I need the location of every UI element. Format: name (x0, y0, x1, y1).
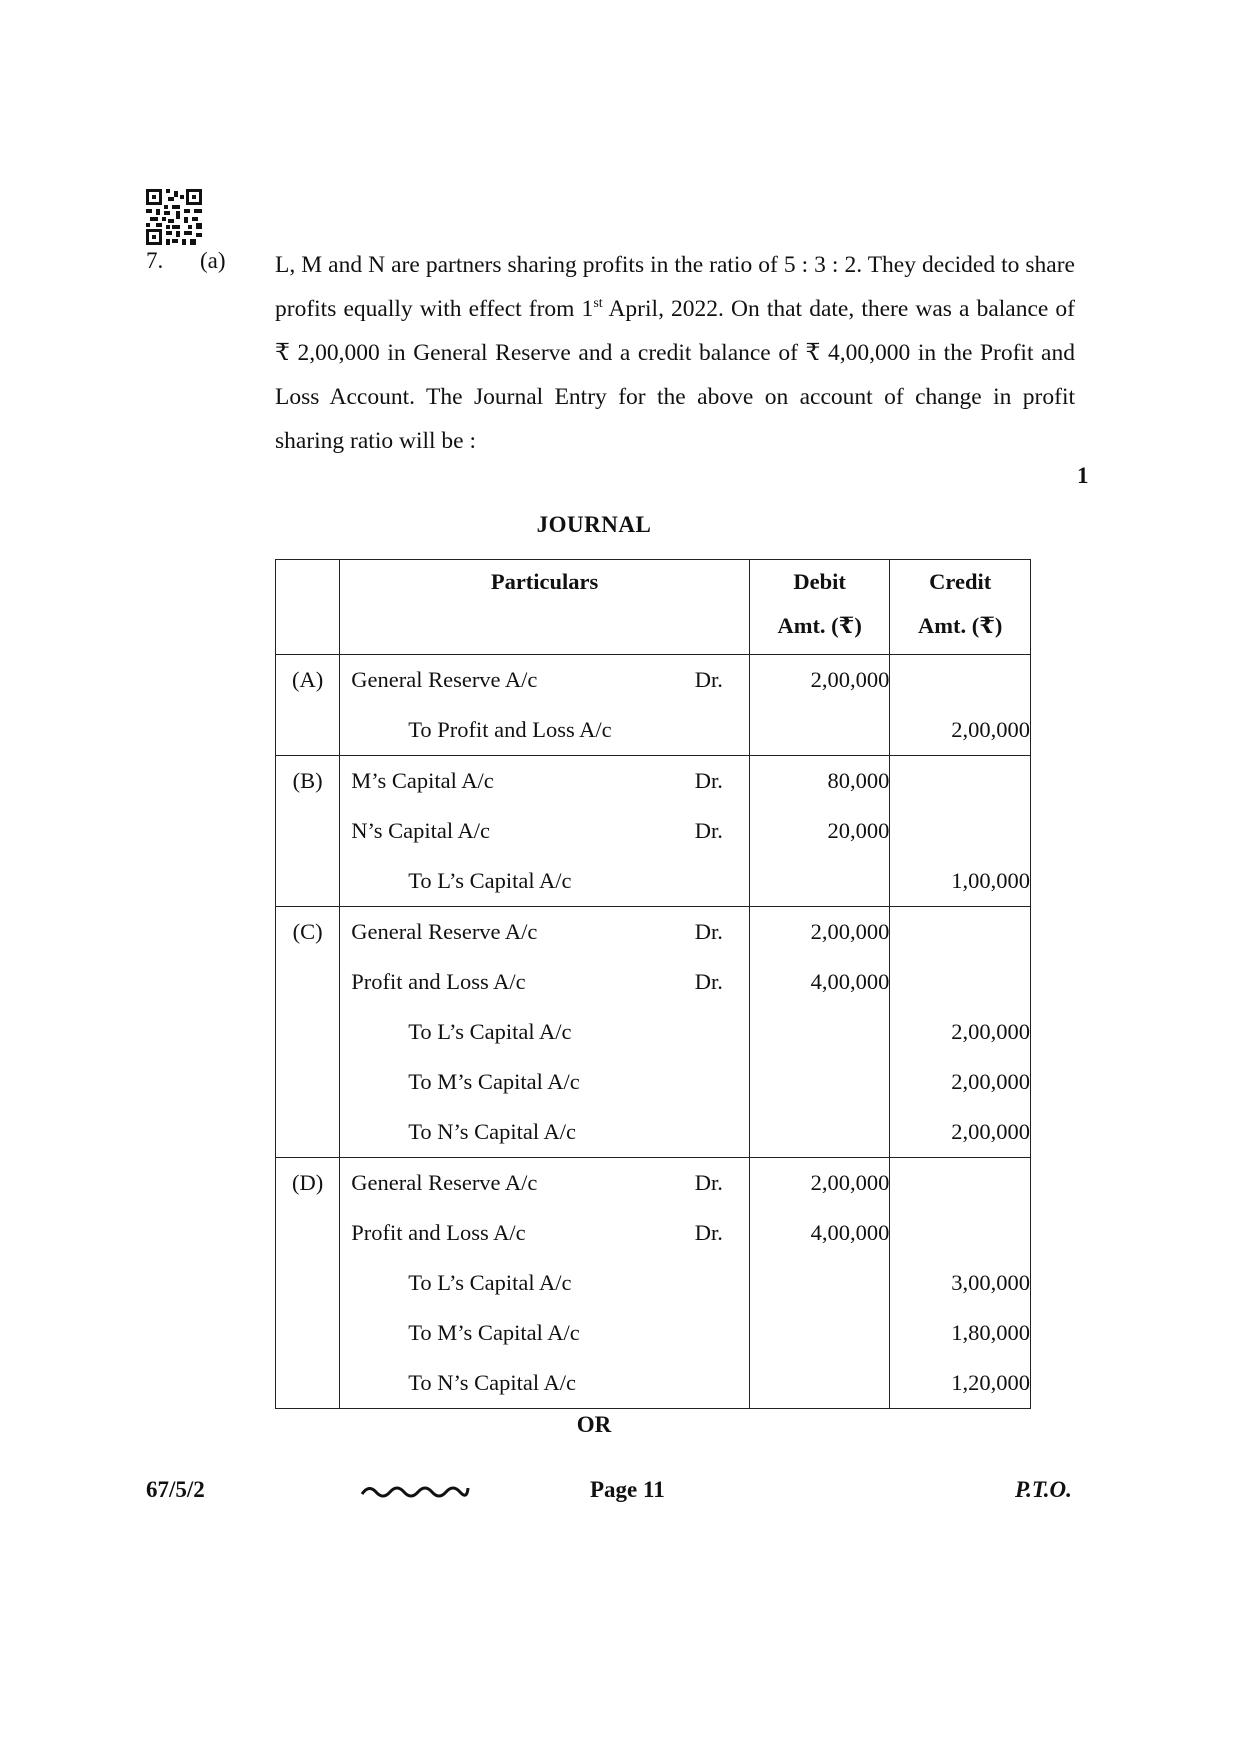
particulars-cell (340, 856, 750, 907)
table-row (276, 1258, 1031, 1308)
journal-header-row (276, 560, 1031, 655)
credit-amount-cell (890, 806, 1031, 856)
option-label-cell (276, 806, 340, 856)
option-label-cell (276, 1308, 340, 1358)
particulars-cell (340, 907, 750, 958)
debit-marker: Dr. (694, 818, 723, 843)
debit-amount-cell (749, 1308, 890, 1358)
credit-amount-cell (890, 1208, 1031, 1258)
page-number: Page 11 (590, 1477, 665, 1502)
debit-amount-cell: 4,00,000 (749, 1208, 890, 1258)
account-name: Profit and Loss A/c (351, 969, 526, 994)
debit-marker: Dr. (694, 1220, 723, 1245)
debit-amount-cell (749, 1007, 890, 1057)
table-row (276, 1057, 1031, 1107)
particulars-cell (340, 705, 750, 756)
option-label-cell (276, 1057, 340, 1107)
credit-amount-cell (890, 957, 1031, 1007)
debit-amount-cell: 2,00,000 (749, 1158, 890, 1209)
table-row (276, 806, 1031, 856)
credit-amount-cell: 2,00,000 (890, 705, 1031, 756)
credit-amount-cell (890, 1158, 1031, 1209)
table-row (276, 957, 1031, 1007)
journal-title: JOURNAL (536, 512, 652, 537)
question-number: 7. (146, 248, 164, 273)
debit-amount-cell (749, 705, 890, 756)
account-name: General Reserve A/c (351, 667, 538, 692)
account-name: N’s Capital A/c (351, 818, 490, 843)
option-label-cell (276, 957, 340, 1007)
account-name: General Reserve A/c (351, 919, 538, 944)
option-label-cell: (B) (276, 756, 340, 807)
option-label-cell: (D) (276, 1158, 340, 1209)
account-name: To M’s Capital A/c (408, 1069, 580, 1094)
particulars-header: Particulars (340, 560, 750, 655)
question-text (275, 243, 1075, 463)
table-row (276, 1158, 1031, 1209)
table-row (276, 1007, 1031, 1057)
question-text-part-2: April, 2022. On that date, there was a balance of ₹ 2,00,000 in General Reserve and a credit balance of ₹ 4,00,000 in the Profit and Loss Account. The Journal Entry for the above on account of change in profit sharing ratio will be : (275, 296, 1075, 454)
debit-marker: Dr. (694, 768, 723, 793)
table-row (276, 856, 1031, 907)
table-row (276, 907, 1031, 958)
credit-amount-cell (890, 655, 1031, 706)
journal-option-d (276, 1158, 1031, 1409)
table-row (276, 705, 1031, 756)
option-column-header (276, 560, 340, 655)
table-row (276, 756, 1031, 807)
particulars-cell (340, 1158, 750, 1209)
option-label-cell (276, 1007, 340, 1057)
particulars-cell (340, 806, 750, 856)
question-part: (a) (200, 248, 226, 273)
debit-amount-cell: 80,000 (749, 756, 890, 807)
debit-marker: Dr. (694, 919, 723, 944)
journal-option-c (276, 907, 1031, 1158)
particulars-cell (340, 1007, 750, 1057)
debit-marker: Dr. (694, 667, 723, 692)
debit-marker: Dr. (694, 969, 723, 994)
account-name: General Reserve A/c (351, 1170, 538, 1195)
particulars-cell (340, 756, 750, 807)
account-name: To N’s Capital A/c (408, 1370, 577, 1395)
option-label-cell: (C) (276, 907, 340, 958)
particulars-cell (340, 1358, 750, 1409)
particulars-cell (340, 1057, 750, 1107)
account-name: To M’s Capital A/c (408, 1320, 580, 1345)
account-name: To L’s Capital A/c (408, 1019, 572, 1044)
question-text-part-1: L, M and N are partners sharing profits in the ratio of 5 : 3 : 2. They decided to share profits equally with effect from 1 (275, 252, 1075, 322)
journal-table (275, 559, 1031, 1409)
option-label-cell (276, 1258, 340, 1308)
debit-amount-cell: 4,00,000 (749, 957, 890, 1007)
table-row (276, 1208, 1031, 1258)
wave-ornament-icon (360, 1480, 470, 1502)
particulars-cell (340, 1107, 750, 1158)
credit-amount-cell: 2,00,000 (890, 1107, 1031, 1158)
debit-amount-cell: 2,00,000 (749, 655, 890, 706)
credit-amount-cell (890, 907, 1031, 958)
particulars-cell (340, 1208, 750, 1258)
account-name: To Profit and Loss A/c (408, 717, 612, 742)
account-name: To L’s Capital A/c (408, 868, 572, 893)
debit-amount-cell (749, 1358, 890, 1409)
paper-code: 67/5/2 (146, 1477, 205, 1502)
particulars-cell (340, 655, 750, 706)
table-row (276, 1358, 1031, 1409)
credit-amount-cell: 2,00,000 (890, 1057, 1031, 1107)
account-name: Profit and Loss A/c (351, 1220, 526, 1245)
account-name: To L’s Capital A/c (408, 1270, 572, 1295)
option-label-cell (276, 1358, 340, 1409)
option-label-cell: (A) (276, 655, 340, 706)
table-row (276, 1308, 1031, 1358)
qr-code-icon (146, 189, 202, 245)
journal-option-a (276, 655, 1031, 756)
credit-amount-cell: 1,00,000 (890, 856, 1031, 907)
credit-amount-cell: 2,00,000 (890, 1007, 1031, 1057)
credit-amount-cell: 3,00,000 (890, 1258, 1031, 1308)
question-marks: 1 (1077, 463, 1089, 488)
debit-amount-cell (749, 1107, 890, 1158)
debit-amount-cell: 2,00,000 (749, 907, 890, 958)
please-turn-over: P.T.O. (1015, 1477, 1072, 1502)
or-separator: OR (576, 1412, 612, 1437)
particulars-cell (340, 1258, 750, 1308)
account-name: To N’s Capital A/c (408, 1119, 577, 1144)
account-name: M’s Capital A/c (351, 768, 494, 793)
debit-amount-cell (749, 1057, 890, 1107)
debit-amount-cell (749, 856, 890, 907)
option-label-cell (276, 705, 340, 756)
option-label-cell (276, 1107, 340, 1158)
journal-option-b (276, 756, 1031, 907)
credit-amount-cell (890, 756, 1031, 807)
debit-header: Debit Amt. (₹) (749, 560, 890, 655)
option-label-cell (276, 856, 340, 907)
table-row (276, 655, 1031, 706)
particulars-cell (340, 957, 750, 1007)
credit-amount-cell: 1,20,000 (890, 1358, 1031, 1409)
debit-amount-cell (749, 1258, 890, 1308)
particulars-cell (340, 1308, 750, 1358)
table-row (276, 1107, 1031, 1158)
credit-amount-cell: 1,80,000 (890, 1308, 1031, 1358)
ordinal-suffix: st (593, 296, 603, 312)
debit-amount-cell: 20,000 (749, 806, 890, 856)
credit-header: Credit Amt. (₹) (890, 560, 1031, 655)
debit-marker: Dr. (694, 1170, 723, 1195)
option-label-cell (276, 1208, 340, 1258)
